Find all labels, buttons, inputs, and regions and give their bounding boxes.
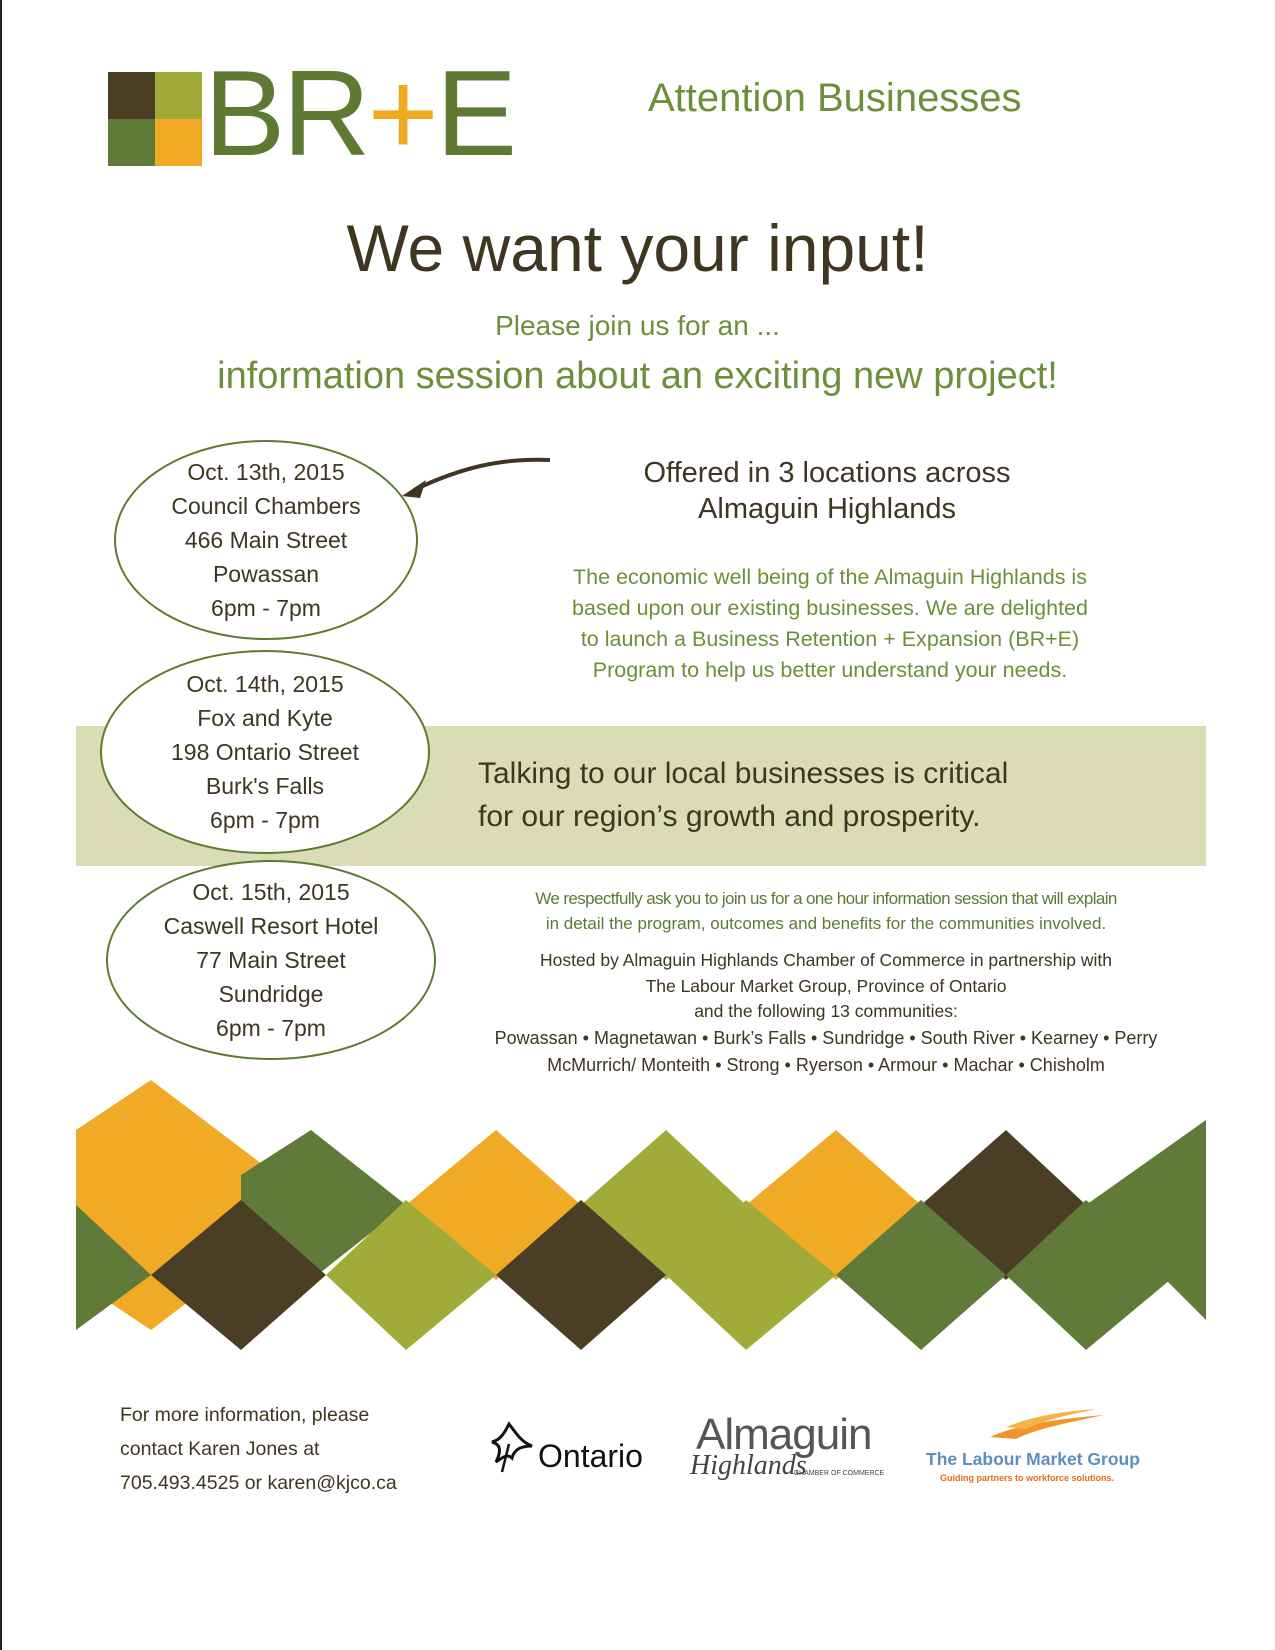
economic-line: to launch a Business Retention + Expansion (BR+E)	[580, 627, 1080, 651]
communities-list	[456, 1025, 1196, 1079]
request-line: We respectfully ask you to join us for a one hour information session that will explain	[535, 889, 1117, 908]
session-time: 6pm - 7pm	[216, 1015, 326, 1041]
swoosh-icon	[986, 1405, 1106, 1445]
arrow-icon	[400, 450, 560, 510]
session-date: Oct. 13th, 2015	[187, 459, 345, 485]
session-venue: Fox and Kyte	[197, 705, 333, 731]
logo-square-orange	[155, 119, 202, 166]
session-venue: Council Chambers	[171, 493, 361, 519]
session-venue: Caswell Resort Hotel	[163, 913, 379, 939]
hosted-line: Hosted by Almaguin Highlands Chamber of Commerce in partnership with	[540, 950, 1112, 970]
logo-square-green	[108, 119, 155, 166]
logo-plus: +	[367, 45, 436, 181]
logo-squares	[108, 72, 202, 166]
almaguin-script: Highlands	[690, 1450, 807, 1481]
session-time: 6pm - 7pm	[210, 807, 320, 833]
logo-square-brown	[108, 72, 155, 119]
session-date: Oct. 14th, 2015	[186, 671, 344, 697]
band-line: Talking to our local businesses is critical	[478, 757, 1009, 790]
offered-line: Almaguin Highlands	[698, 493, 956, 525]
session-town: Burk's Falls	[205, 773, 325, 799]
almaguin-wordmark: Almaguin	[696, 1410, 872, 1459]
trillium-icon	[482, 1420, 536, 1480]
join-text: Please join us for an ...	[495, 310, 780, 341]
ontario-logo	[482, 1420, 662, 1490]
session-time: 6pm - 7pm	[211, 595, 321, 621]
session-address: 466 Main Street	[184, 527, 348, 553]
session-date: Oct. 15th, 2015	[192, 879, 350, 905]
hosted-line: The Labour Market Group, Province of Ontario	[645, 975, 1007, 996]
session-address: 198 Ontario Street	[171, 739, 359, 765]
page-title: We want your input!	[346, 211, 929, 285]
request-line: in detail the program, outcomes and benefits for the communities involved.	[545, 914, 1107, 933]
labour-market-group-logo	[926, 1405, 1166, 1485]
diamond-pattern	[76, 1080, 1206, 1380]
logo-wordmark	[204, 45, 515, 181]
almaguin-logo	[690, 1412, 890, 1492]
session-text: information session about an exciting new project!	[217, 355, 1058, 397]
communities-line: McMurrich/ Monteith • Strong • Ryerson • Armour • Machar • Chisholm	[547, 1055, 1105, 1075]
offered-line: Offered in 3 locations across	[643, 457, 1011, 489]
session-oval-2	[100, 650, 430, 854]
band-text	[478, 752, 1008, 838]
lmg-tagline: Guiding partners to workforce solutions.	[940, 1473, 1115, 1483]
logo-text-left: BR	[204, 45, 368, 181]
lmg-wordmark: The Labour Market Group	[926, 1449, 1140, 1469]
hosted-paragraph	[466, 948, 1186, 1025]
logo-square-olive	[155, 72, 202, 119]
session-town: Powassan	[212, 561, 320, 587]
logo-text-right: E	[435, 45, 515, 181]
contact-line: contact Karen Jones at	[120, 1438, 320, 1460]
session-address: 77 Main Street	[196, 947, 346, 973]
offered-text	[612, 455, 1042, 527]
session-oval-1	[114, 440, 418, 640]
hosted-line: and the following 13 communities:	[694, 1001, 958, 1021]
attention-heading: Attention Businesses	[648, 76, 1022, 120]
almaguin-chamber: CHAMBER OF COMMERCE	[794, 1470, 885, 1477]
ontario-wordmark: Ontario	[538, 1438, 643, 1474]
contact-line: 705.493.4525 or karen@kjco.ca	[120, 1472, 397, 1494]
economic-line: Program to help us better understand your needs.	[592, 658, 1068, 682]
economic-line: The economic well being of the Almaguin Highlands is	[573, 565, 1087, 589]
session-oval-3	[106, 860, 436, 1060]
contact-info	[120, 1398, 397, 1500]
request-paragraph	[476, 886, 1176, 936]
band-line: for our region’s growth and prosperity.	[478, 800, 981, 833]
communities-line: Powassan • Magnetawan • Burk’s Falls • Sundridge • South River • Kearney • Perry	[494, 1028, 1158, 1048]
economic-paragraph	[520, 562, 1140, 686]
session-town: Sundridge	[218, 981, 324, 1007]
brе-logo	[108, 45, 515, 181]
contact-line: For more information, please	[120, 1404, 370, 1426]
economic-line: based upon our existing businesses. We are delighted	[572, 596, 1088, 620]
